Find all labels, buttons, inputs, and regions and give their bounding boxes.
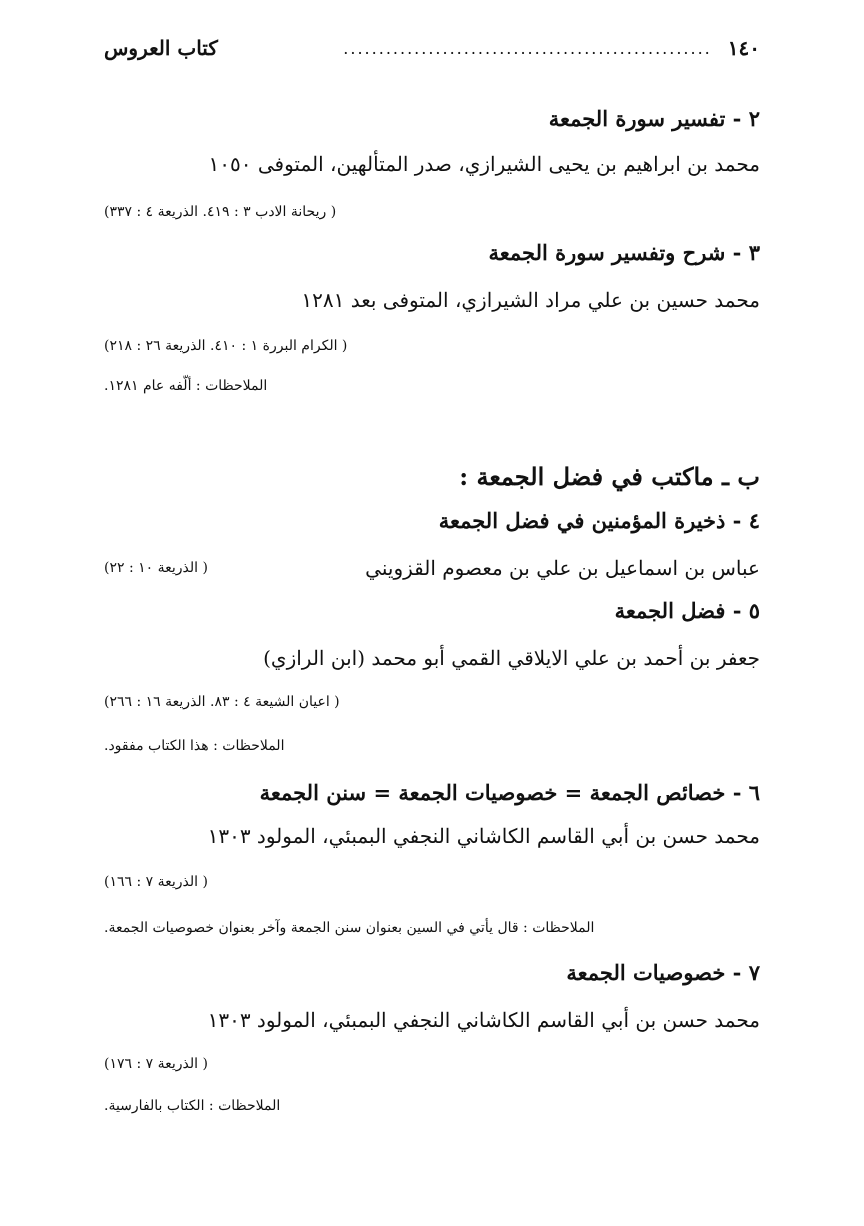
page-header	[104, 30, 760, 66]
entry-reference: ( الكرام البررة ١ : ٤١٠. الذريعة ٢٦ : ٢١٨)	[104, 338, 348, 354]
entry-note: الملاحظات : هذا الكتاب مفقود.	[104, 738, 285, 754]
entry-author: عباس بن اسماعيل بن علي بن معصوم القزويني	[365, 556, 760, 580]
entry-author: جعفر بن أحمد بن علي الايلاقي القمي أبو محمد (ابن الرازي)	[263, 646, 760, 670]
entry-title: ٦ - خصائص الجمعة = خصوصيات الجمعة = سنن الجمعة	[259, 780, 760, 805]
entry-author-row	[104, 556, 760, 580]
entry-reference: ( اعيان الشيعة ٤ : ٨٣. الذريعة ١٦ : ٢٦٦)	[104, 694, 340, 710]
page-number: ١٤٠	[727, 36, 760, 60]
entry-title: ٧ - خصوصيات الجمعة	[566, 960, 760, 985]
entry-title: ٣ - شرح وتفسير سورة الجمعة	[488, 240, 760, 265]
entry-author: محمد بن ابراهيم بن يحيى الشيرازي، صدر المتألهين، المتوفى ١٠٥٠	[208, 152, 760, 176]
entry-title: ٤ - ذخيرة المؤمنين في فضل الجمعة	[438, 508, 760, 533]
entry-author: محمد حسن بن أبي القاسم الكاشاني النجفي البمبئي، المولود ١٣٠٣	[207, 824, 760, 848]
entry-author: محمد حسن بن أبي القاسم الكاشاني النجفي البمبئي، المولود ١٣٠٣	[207, 1008, 760, 1032]
section-heading: ب ـ ماكتب في فضل الجمعة :	[459, 462, 760, 491]
entry-author: محمد حسين بن علي مراد الشيرازي، المتوفى بعد ١٢٨١	[301, 288, 760, 312]
entry-note: الملاحظات : الكتاب بالفارسية.	[104, 1098, 281, 1114]
entry-note: الملاحظات : ألّفه عام ١٢٨١.	[104, 378, 268, 394]
entry-title: ٥ - فضل الجمعة	[614, 598, 760, 623]
running-book-title: كتاب العروس	[104, 36, 218, 60]
entry-title: ٢ - تفسير سورة الجمعة	[548, 106, 760, 131]
entry-reference: ( ريحانة الادب ٣ : ٤١٩. الذريعة ٤ : ٣٣٧)	[104, 204, 337, 220]
entry-note: الملاحظات : قال يأتي في السين بعنوان سنن الجمعة وآخر بعنوان خصوصيات الجمعة.	[104, 920, 595, 936]
entry-reference: ( الذريعة ١٠ : ٢٢)	[104, 560, 208, 576]
header-dot-leader: ....................................................	[343, 38, 712, 58]
entry-reference: ( الذريعة ٧ : ١٧٦)	[104, 1056, 208, 1072]
entry-reference: ( الذريعة ٧ : ١٦٦)	[104, 874, 208, 890]
